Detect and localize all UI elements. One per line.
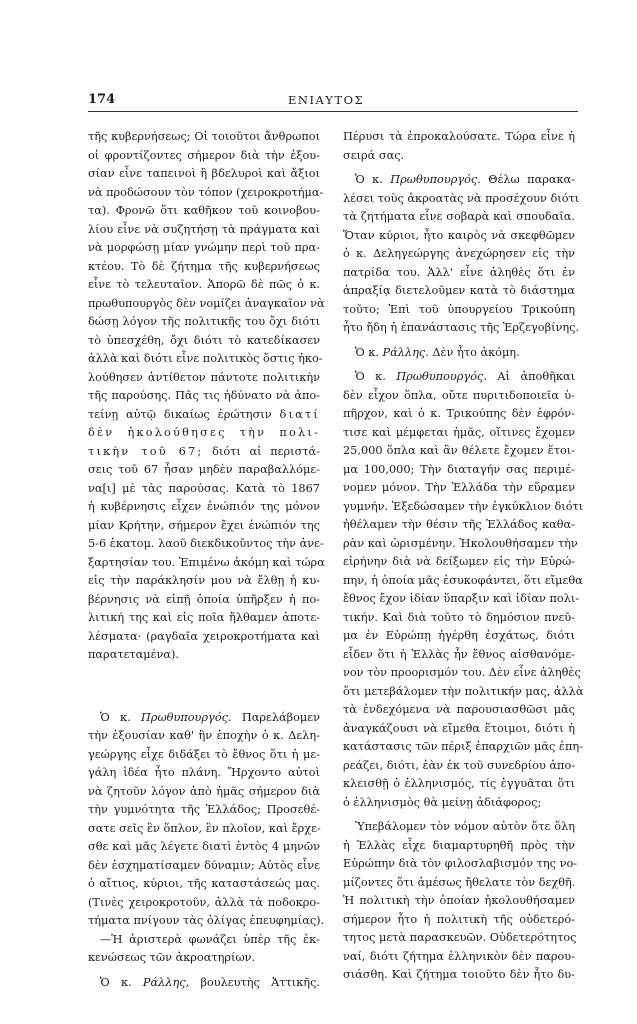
text-line: να[ι] μὲ τὰς παρούσας. Κατὰ τὸ 1867 <box>88 481 320 495</box>
text-line: εἰρήνην διὰ νὰ δείξωμεν εἰς τὴν Εὐρώ- <box>343 555 575 568</box>
text-line: μα 100,000; Τὴν διαταγήν σας περιμέ- <box>343 462 575 476</box>
text-line: 5-6 ἑκατομ. λαοῦ διεκδικοῦντος τὴν ἀνε- <box>88 537 324 550</box>
text-line: ἡ Ἑλλὰς εἶχε διαμαρτυρηθῆ πρὸς τὴν <box>343 838 575 852</box>
text-line <box>343 171 575 190</box>
text-line: ὁ κ. Δεληγεώργης ἀνεχώρησεν εἰς τὴν <box>343 247 575 260</box>
text-line: δώσῃ λόγον τῆς πολιτικῆς του ὄχι διότι <box>88 315 320 328</box>
speaker-name: Πρωθυπουργός. <box>140 710 232 724</box>
paragraph <box>88 931 320 968</box>
text-line: δὲν ἐσχηματίσαμεν δύναμιν; Αὐτὸς εἶνε <box>88 858 320 872</box>
text-line: πατρίδα του. Ἀλλ' εἶνε ἀληθὲς ὅτι ἐν <box>343 265 575 279</box>
page-number: 174 <box>88 92 116 107</box>
text-span: Αἱ ἀποθῆκαι <box>486 370 576 383</box>
paragraph <box>343 344 575 363</box>
speaker-name: Ράλλης, <box>142 975 190 989</box>
text-line: λέσματα· (ραγδαῖα χειροκροτήματα καὶ <box>88 629 320 643</box>
text-line: τητος μετὰ παρασκευῶν. Οὐδετερότητος <box>343 931 577 944</box>
text-line: πρωθυπουργὸς δὲν νομίζει ἀναγκαῖον νὰ <box>88 296 325 310</box>
text-line: νὰ προδώσουν τὸν τόπον (χειροκροτήμα- <box>88 185 324 199</box>
paragraph <box>88 709 325 931</box>
text-line: ρὰν καὶ ὡρισμένην. Ἠκολουθήσαμεν τὴν <box>343 536 578 550</box>
text-line: λίου εἶνε νὰ συζητήσῃ τὰ πράγματα καὶ <box>88 222 320 236</box>
text-span: Ὁ κ. <box>100 710 141 724</box>
speaker-name: Πρωθυπουργός. <box>396 370 487 383</box>
text-line: δὲν εἶχον ὅπλα, οὔτε πυριτιδοποιεῖα ὑ- <box>343 388 575 402</box>
text-line: ρεάζει, διότι, ἐὰν ἐκ τοῦ συνεδρίου ἀπο- <box>343 758 576 772</box>
text-span: Παρελάβομεν <box>231 710 320 724</box>
text-line: γάλη ἰδέα ἦτο πλάνη. Ἤρχοντο αὐτοὶ <box>88 766 320 779</box>
text-line: λέσει τοὺς ἀκροατὰς νὰ προσέχουν διότι <box>343 191 580 205</box>
speaker-name: Πρωθυπουργός. <box>390 173 481 186</box>
text-line: τοῦτο; Ἐπὶ τοῦ ὑπουργείου Τρικούπη <box>343 302 575 316</box>
text-line: ἠθέλαμεν τὴν θέσιν τῆς Ἑλλάδος καθα- <box>343 518 575 531</box>
paragraph <box>343 128 575 165</box>
text-line: εἰς τὴν παράκλησίν μου νὰ ἔλθῃ ἡ κυ- <box>88 574 320 587</box>
text-line: Πέρυσι τὰ ἐπροκαλούσατε. Τώρα εἶνε ἡ <box>343 130 575 143</box>
text-span: Ὁ κ. <box>355 345 383 359</box>
text-line: τὸ ὑπεσχέθη, ὄχι διότι τὸ κατεδίκασεν <box>88 333 320 347</box>
text-line: σήμερον ἦτο ἡ πολιτικὴ τῆς οὐδετερό- <box>343 912 575 926</box>
text-line: τὴν γυμνότητα τῆς Ἑλλάδος; Προσεθέ- <box>88 803 320 816</box>
text-line: σειρά σας. <box>343 148 405 162</box>
text-line: ἦτο ἤδη ἡ ἐπανάστασις τῆς Ἑρζεγοβίνης. <box>343 321 580 334</box>
text-span: Ὁ κ. <box>100 975 143 989</box>
text-span: βουλευτὴς Ἀττικῆς. <box>189 975 320 989</box>
text-line: εἶνε τὸ τελευταῖον. Ἀπορῶ δὲ πῶς ὁ κ. <box>88 278 320 291</box>
spaced-emphasis: τικὴν τοῦ 67; <box>88 444 204 458</box>
text-line: κενώσεως τῶν ἀκροατηρίων. <box>88 951 256 964</box>
text-line: νὰ μορφώσῃ μίαν γνώμην περὶ τοῦ πρα- <box>88 241 320 254</box>
text-line: ἀναγκάζουσι νὰ εἴμεθα ἕτοιμοι, διότι ἡ <box>343 721 575 735</box>
text-line: Ἡ πολιτικὴ τὴν ὁποίαν ἠκολουθήσαμεν <box>343 894 575 907</box>
text-line: τισε καὶ μέμφεται ἡμᾶς, οἵτινες ἔχομεν <box>343 425 575 439</box>
speaker-name: Ράλλης. <box>382 345 429 359</box>
text-line: παρατεταμένα). <box>88 648 179 661</box>
text-line: ἀπραξίᾳ διετελοῦμεν κατὰ τὸ διάστημα <box>343 284 575 297</box>
text-line: σιάσθη. Καὶ ζήτημα τοιοῦτο δὲν ἦτο δυ- <box>343 968 575 981</box>
text-line: τὰ ζητήματα εἶνε σοβαρὰ καὶ σπουδαῖα. <box>343 210 575 223</box>
text-line: λούθησεν ἀντίθετον πάντοτε πολιτικὴν <box>88 370 320 384</box>
text-line <box>88 709 320 728</box>
text-line <box>88 974 320 993</box>
text-line: κατάστασις τῶν πέριξ ἐπαρχιῶν μᾶς ἐπη- <box>343 740 583 753</box>
text-line: τικήν. Καὶ διὰ τοῦτο τὸ δημόσιον πνεῦ- <box>343 610 575 624</box>
text-line: πην, ἡ ὁποία μᾶς ἐσυκοφάντει, ὅτι εἴμεθα <box>343 573 583 587</box>
text-line: (Τινὲς χειροκροτοῦν, ἀλλὰ τὰ ποδοκρο- <box>88 895 320 909</box>
text-span: Δὲν ἦτο ἀκόμη. <box>428 345 520 359</box>
text-line: βέρνησις νὰ εἰπῇ ὁποία ὑπῆρξεν ἡ πο- <box>88 592 320 606</box>
paragraph <box>88 128 325 665</box>
left-column <box>88 128 325 992</box>
header-rule <box>88 111 578 112</box>
text-line: μίαν Κρήτην, σήμερον ἔχει ἐνώπιόν της <box>88 518 320 532</box>
text-line: γεώργης εἶχε διδάξει τὸ ἔθνος ὅτι ἡ με- <box>88 747 320 761</box>
text-line: ἡ κυβέρνησις εἶχεν ἐνώπιόν της μόνον <box>88 500 320 513</box>
paragraph-gap <box>88 665 320 709</box>
text-line: σατε σεῖς ἓν ὅπλον, ἓν πλοῖον, καὶ ἔρχε- <box>88 821 321 835</box>
text-line: κλεισθῇ ὁ ἑλληνισμός, τίς ἐγγυᾶται ὅτι <box>343 777 575 790</box>
text-line <box>343 368 575 387</box>
text-line: ναί, διότι ζήτημα ἑλληνικὸν δὲν παρου- <box>343 949 575 963</box>
text-line: οἱ φροντίζοντες σήμερον διὰ τὴν ἐξου- <box>88 148 320 162</box>
text-line: ὁ ἑλληνισμὸς θὰ μείνῃ ἀδιάφορος; <box>343 795 542 809</box>
text-line: ὁ αἴτιος, κύριοι, τῆς καταστάσεώς μας. <box>88 877 320 890</box>
spaced-emphasis-line: δὲν ἠκολούθησες τὴν πολι- <box>88 426 320 439</box>
paragraph <box>88 974 320 993</box>
text-line <box>343 344 575 363</box>
text-line: μα ἐν Εὐρώπῃ ἠγέρθη ἐσχάτως, διότι <box>343 629 575 642</box>
text-span: Θέλω παρακα- <box>480 173 576 186</box>
text-line: μίζοντες ὅτι ἀμέσως ἤθελατε τὸν δεχθῆ. <box>343 875 576 889</box>
right-column <box>343 128 584 985</box>
running-title: ΕΝΙΑΥΤΟΣ <box>288 93 365 107</box>
text-line: τήματα πνίγουν τὰς ὀλίγας ἐπευφημίας). <box>88 914 325 927</box>
text-line: πῆρχον, καὶ ὁ κ. Τρικούπης δὲν ἐφρόν- <box>343 407 575 420</box>
text-line: εἶδεν ὅτι ἡ Ἑλλὰς ἦν ἔθνος αἰσθανόμε- <box>343 647 575 661</box>
text-line: —Ἡ ἀριστερὰ φωνάζει ὑπὲρ τῆς ἐκ- <box>100 932 320 946</box>
text-line: τὴν ἐξουσίαν καθ' ἣν ἐποχὴν ὁ κ. Δελη- <box>88 729 320 742</box>
paragraph <box>343 818 578 985</box>
text-line: τα). Φρονῶ ὅτι καθῆκον τοῦ κοινοβου- <box>88 204 320 217</box>
paragraph <box>343 171 580 338</box>
text-line: σίαν εἶνε ταπεινοὶ ἢ βδελυροὶ καὶ ἄξιοι <box>88 167 320 180</box>
text-span: Ὁ κ. <box>355 173 391 186</box>
text-span: τείνῃ αὐτῷ δικαίως ἐρώτησιν <box>88 407 272 421</box>
page-header <box>88 92 578 110</box>
text-line: τῆς κυβερνήσεως; Οἱ τοιοῦτοι ἄνθρωποι <box>88 130 320 143</box>
text-line: τῆς παρούσης. Πᾶς τις ἠδύνατο νὰ ἀπο- <box>88 389 320 402</box>
text-line: γυμνήν. Ἐξεδώσαμεν τὴν ἐγκύκλιον διότι <box>343 499 584 513</box>
text-line: λιτική της καὶ εἰς ποῖα ἤλθαμεν ἀποτε- <box>88 611 320 624</box>
paragraph <box>343 368 584 812</box>
text-span: Ὁ κ. <box>355 370 397 383</box>
text-line: νὰ ζητοῦν λόγον ἀπὸ ἡμᾶς σήμερον διὰ <box>88 784 320 798</box>
text-line: σεις τοῦ 67 ἦσαν μηδὲν παραβαλλόμε- <box>88 463 320 476</box>
text-line: 25,000 ὅπλα καὶ ἂν θέλετε ἔχομεν ἕτοι- <box>343 444 575 457</box>
text-line: ὅτι μετεβάλομεν τὴν πολιτικήν μας, ἀλλὰ <box>343 684 584 698</box>
spaced-emphasis: διατί <box>279 407 320 421</box>
text-line: νον τὸν προορισμόν του. Δὲν εἶνε ἀληθὲς <box>343 666 581 679</box>
text-line: Εὐρώπην διὰ τὸν φιλοσλαβισμόν της νο- <box>343 857 578 870</box>
text-line <box>88 406 320 425</box>
text-line: κτέου. Τὸ δὲ ζήτημα τῆς κυβερνήσεως <box>88 259 320 273</box>
text-line <box>88 443 320 462</box>
text-line: σθε καὶ μᾶς λέγετε διατὶ ἐντὸς 4 μηνῶν <box>88 840 320 853</box>
text-line: ἔθνος ἔχον ἰδίαν ὕπαρξιν καὶ ἰδίαν πολι- <box>343 592 580 605</box>
text-line: Ὑπεβάλομεν τὸν νόμον αὐτὸν ὅτε ὅλη <box>355 820 575 833</box>
text-span: διότι αἱ περιστά- <box>203 444 320 458</box>
text-line: τὰ ἐνδεχόμενα νὰ παρουσιασθῶσι μᾶς <box>343 703 575 716</box>
text-line: νομεν μόνον. Τὴν Ἑλλάδα τὴν εὕραμεν <box>343 481 575 494</box>
text-line: ἀλλὰ καὶ διότι εἶνε πολιτικὸς ὅστις ἠκο- <box>88 352 323 365</box>
text-line: ξαρτησίαν του. Ἐπιμένω ἀκόμη καὶ τώρα <box>88 555 325 569</box>
text-line: Ὅταν κύριοι, ἦτο καιρὸς νὰ σκεφθῶμεν <box>343 228 575 242</box>
